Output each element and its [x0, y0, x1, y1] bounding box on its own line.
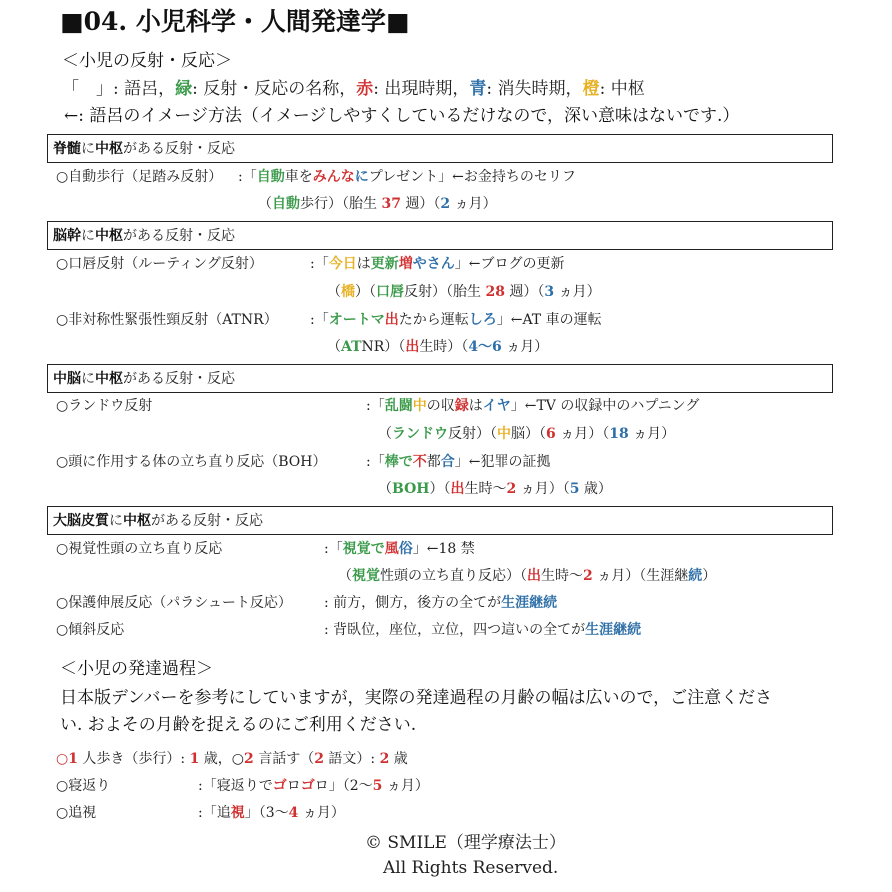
- text-segment: : 出現時期，: [373, 79, 470, 99]
- text-segment: ヵ月）: [628, 426, 676, 442]
- text-segment: :「: [366, 454, 385, 470]
- text-segment: :「追: [198, 805, 231, 821]
- reflex-label: ○頭に作用する体の立ち直り反応（BOH）: [56, 454, 327, 470]
- text-segment: ロ」（2〜: [314, 778, 373, 794]
- text-segment: 歳: [389, 751, 408, 767]
- text-segment: 今日: [328, 256, 357, 272]
- text-segment: 生時〜: [541, 568, 583, 584]
- reflex-detail: [327, 340, 548, 354]
- text-segment: :「: [366, 398, 385, 414]
- text-segment: 」←18 禁: [412, 541, 475, 557]
- reflex-label: ○視覚性頭の立ち直り反応: [56, 541, 223, 557]
- section-header-cortex: [47, 506, 833, 535]
- development-heading: ＜小児の発達過程＞: [60, 659, 213, 679]
- reflex-label: ○非対称性緊張性頸反射（ATNR）: [56, 312, 278, 328]
- text-segment: 橙: [582, 79, 600, 99]
- mnemonic: [238, 170, 576, 184]
- text-segment: ）（: [355, 284, 376, 300]
- text-segment: 語文）:: [323, 751, 380, 767]
- milestone-label: [56, 779, 110, 793]
- text-segment: 週）（: [400, 196, 441, 212]
- text-segment: ヵ月）: [382, 778, 429, 794]
- color-legend: [62, 81, 645, 98]
- text-segment: 車を: [284, 169, 313, 185]
- milestone-detail: [198, 806, 345, 820]
- text-segment: 反射）（: [448, 426, 497, 442]
- text-segment: NR）（: [361, 339, 406, 355]
- text-segment: イヤ: [482, 398, 511, 414]
- text-segment: ゴ: [300, 778, 315, 794]
- text-segment: に: [81, 141, 95, 157]
- milestone-label: [56, 806, 96, 820]
- text-segment: 視覚: [352, 568, 380, 584]
- text-segment: （: [378, 481, 392, 497]
- text-segment: 中枢: [95, 371, 123, 387]
- text-segment: ヵ月）（: [516, 481, 570, 497]
- text-segment: 歩行）（胎生: [300, 196, 382, 212]
- text-segment: ランドウ: [392, 426, 448, 442]
- text-segment: 18: [609, 426, 629, 442]
- reflex-detail: [258, 197, 497, 211]
- text-segment: 緑: [175, 79, 193, 99]
- text-segment: 自動: [256, 169, 285, 185]
- text-segment: 」←TV の収録中のハプニング: [510, 398, 700, 414]
- text-segment: に: [109, 513, 123, 529]
- text-segment: 生涯継続: [501, 595, 558, 611]
- text-segment: 4〜6: [468, 339, 502, 355]
- text-segment: 「 」: 語呂，: [62, 79, 176, 99]
- text-segment: 中脳: [53, 371, 81, 387]
- text-segment: 乱闘: [384, 398, 413, 414]
- section-header-text: [53, 514, 263, 528]
- text-segment: 37: [381, 196, 401, 212]
- milestone-detail: [198, 779, 429, 793]
- text-segment: しろ: [468, 312, 497, 328]
- text-segment: 」←ブログの更新: [454, 256, 565, 272]
- text-segment: に: [354, 169, 369, 185]
- legend-note: ←: 語呂のイメージ方法（イメージしやすくしているだけなので，深い意味はないです.）: [64, 106, 740, 126]
- text-segment: 2: [583, 568, 593, 584]
- mnemonic: [324, 542, 475, 556]
- text-segment: 風: [384, 541, 399, 557]
- text-segment: 脳）（: [511, 426, 546, 442]
- text-segment: がある反射・反応: [151, 513, 263, 529]
- text-segment: 橋: [341, 284, 355, 300]
- text-segment: ヵ月）: [450, 196, 497, 212]
- reflex-heading: ＜小児の反射・反応＞: [62, 51, 232, 71]
- text-segment: は: [468, 398, 483, 414]
- text-segment: 中枢: [123, 513, 151, 529]
- text-segment: 出: [405, 339, 420, 355]
- text-segment: :「: [324, 541, 343, 557]
- text-segment: （: [378, 426, 392, 442]
- development-paragraph: い. およその月齢を捉えるのにご利用ください.: [60, 715, 417, 735]
- text-segment: : 中枢: [599, 79, 645, 99]
- text-segment: みんな: [312, 169, 355, 185]
- text-segment: は: [356, 256, 371, 272]
- text-segment: ○追視: [56, 805, 97, 821]
- text-segment: ）: [702, 568, 717, 584]
- text-segment: 1: [189, 751, 200, 767]
- text-segment: 棒で: [384, 454, 413, 470]
- text-segment: やさん: [412, 256, 455, 272]
- text-segment: （: [338, 568, 352, 584]
- text-segment: AT: [341, 339, 362, 355]
- text-segment: （: [327, 339, 341, 355]
- reflex-detail: [327, 285, 601, 299]
- text-segment: 中: [412, 398, 427, 414]
- section-header-midbrain: [47, 364, 833, 393]
- text-segment: に: [81, 228, 95, 244]
- text-segment: 3: [544, 284, 555, 300]
- reflex-note: [324, 623, 641, 637]
- text-segment: 続: [688, 568, 703, 584]
- section-header-brainstem: [47, 221, 833, 250]
- text-segment: 出: [384, 312, 399, 328]
- text-segment: に: [81, 371, 95, 387]
- text-segment: BOH: [392, 481, 430, 497]
- text-segment: :「: [310, 256, 329, 272]
- text-segment: 更新: [370, 256, 399, 272]
- text-segment: 」←犯罪の証拠: [454, 454, 551, 470]
- text-segment: ゴ: [272, 778, 287, 794]
- text-segment: ○: [56, 751, 69, 767]
- text-segment: 都: [426, 454, 441, 470]
- text-segment: （: [327, 284, 341, 300]
- mnemonic: [310, 257, 564, 271]
- text-segment: 反射）（胎生: [404, 284, 486, 300]
- text-segment: 2: [506, 481, 517, 497]
- text-segment: 赤: [356, 79, 374, 99]
- text-segment: 生時）（: [419, 339, 469, 355]
- text-segment: 6: [546, 426, 556, 442]
- text-segment: : 反射・反応の名称，: [192, 79, 357, 99]
- text-segment: : 前方，側方，後方の全てが: [324, 595, 502, 611]
- text-segment: 脳幹: [53, 228, 81, 244]
- text-segment: 生時〜: [464, 481, 507, 497]
- text-segment: 口唇: [376, 284, 404, 300]
- text-segment: 視: [230, 805, 245, 821]
- reflex-detail: [378, 482, 612, 496]
- mnemonic: [366, 455, 550, 469]
- copyright-line: © SMILE（理学療法士）: [365, 833, 566, 853]
- text-segment: 脊髄: [53, 141, 81, 157]
- section-header-text: [53, 372, 235, 386]
- section-header-spinal: [47, 134, 833, 163]
- section-header-text: [53, 229, 235, 243]
- text-segment: 自動: [272, 196, 300, 212]
- text-segment: 歳）: [579, 481, 612, 497]
- text-segment: 大脳皮質: [53, 513, 109, 529]
- text-segment: 中枢: [95, 228, 123, 244]
- text-segment: ロ: [286, 778, 301, 794]
- text-segment: 5: [372, 778, 383, 794]
- text-segment: 5: [569, 481, 580, 497]
- text-segment: 2: [440, 196, 451, 212]
- reflex-label: ○口唇反射（ルーティング反射）: [56, 256, 263, 272]
- text-segment: 週）（: [504, 284, 545, 300]
- text-segment: 中枢: [95, 141, 123, 157]
- text-segment: 28: [485, 284, 505, 300]
- reflex-note: [324, 596, 557, 610]
- text-segment: （: [258, 196, 272, 212]
- development-paragraph: 日本版デンバーを参考にしていますが，実際の発達過程の月齢の幅は広いので，ご注意くださ: [60, 688, 773, 708]
- text-segment: : 消失時期，: [486, 79, 583, 99]
- text-segment: 出: [450, 481, 465, 497]
- text-segment: 人歩き（歩行）:: [77, 751, 190, 767]
- text-segment: 1: [68, 751, 78, 767]
- text-segment: : 背臥位，座位，立位，四つ這いの全てが: [324, 622, 586, 638]
- text-segment: 4: [288, 805, 299, 821]
- text-segment: ヵ月）: [298, 805, 345, 821]
- text-segment: の収: [426, 398, 455, 414]
- text-segment: 性頭の立ち直り反応）（: [380, 568, 527, 584]
- rights-line: All Rights Reserved.: [383, 858, 559, 878]
- text-segment: ヵ月）: [554, 284, 601, 300]
- page-title: ■04. 小児科学・人間発達学■: [60, 7, 410, 36]
- text-segment: ヵ月）: [501, 339, 549, 355]
- text-segment: 」←AT 車の運転: [496, 312, 602, 328]
- mnemonic: [366, 399, 699, 413]
- text-segment: がある反射・反応: [123, 371, 235, 387]
- text-segment: 歳，○: [199, 751, 245, 767]
- text-segment: ヵ月）（: [555, 426, 610, 442]
- text-segment: :「寝返りで: [198, 778, 273, 794]
- text-segment: 言話す（: [253, 751, 315, 767]
- text-segment: たから運転: [398, 312, 469, 328]
- reflex-label: ○ランドウ反射: [56, 398, 153, 414]
- text-segment: がある反射・反応: [123, 228, 235, 244]
- reflex-detail: [378, 427, 675, 441]
- text-segment: 青: [469, 79, 487, 99]
- text-segment: プレゼント」←お金持ちのセリフ: [368, 169, 576, 185]
- text-segment: 2: [314, 751, 324, 767]
- text-segment: 俗: [398, 541, 413, 557]
- reflex-label: ○自動歩行（足踏み反射）: [56, 169, 223, 185]
- text-segment: 中: [497, 426, 511, 442]
- text-segment: ）（: [429, 481, 451, 497]
- text-segment: がある反射・反応: [123, 141, 235, 157]
- mnemonic: [310, 313, 602, 327]
- milestone-walk-talk: [56, 752, 408, 766]
- text-segment: 2: [244, 751, 254, 767]
- text-segment: オートマ: [328, 312, 385, 328]
- reflex-detail: [338, 569, 716, 583]
- text-segment: 生涯継続: [585, 622, 642, 638]
- text-segment: 出: [527, 568, 541, 584]
- text-segment: 増: [398, 256, 413, 272]
- reflex-label: ○傾斜反応: [56, 622, 125, 638]
- text-segment: 録: [454, 398, 469, 414]
- text-segment: :「: [238, 169, 257, 185]
- text-segment: 2: [379, 751, 390, 767]
- text-segment: :「: [310, 312, 329, 328]
- reflex-label: ○保護伸展反応（パラシュート反応）: [56, 595, 292, 611]
- text-segment: 不: [412, 454, 427, 470]
- text-segment: ○寝返り: [56, 778, 111, 794]
- text-segment: 視覚で: [342, 541, 385, 557]
- text-segment: 合: [440, 454, 455, 470]
- text-segment: ヵ月）（生涯継: [592, 568, 689, 584]
- text-segment: 」（3〜: [244, 805, 289, 821]
- section-header-text: [53, 142, 235, 156]
